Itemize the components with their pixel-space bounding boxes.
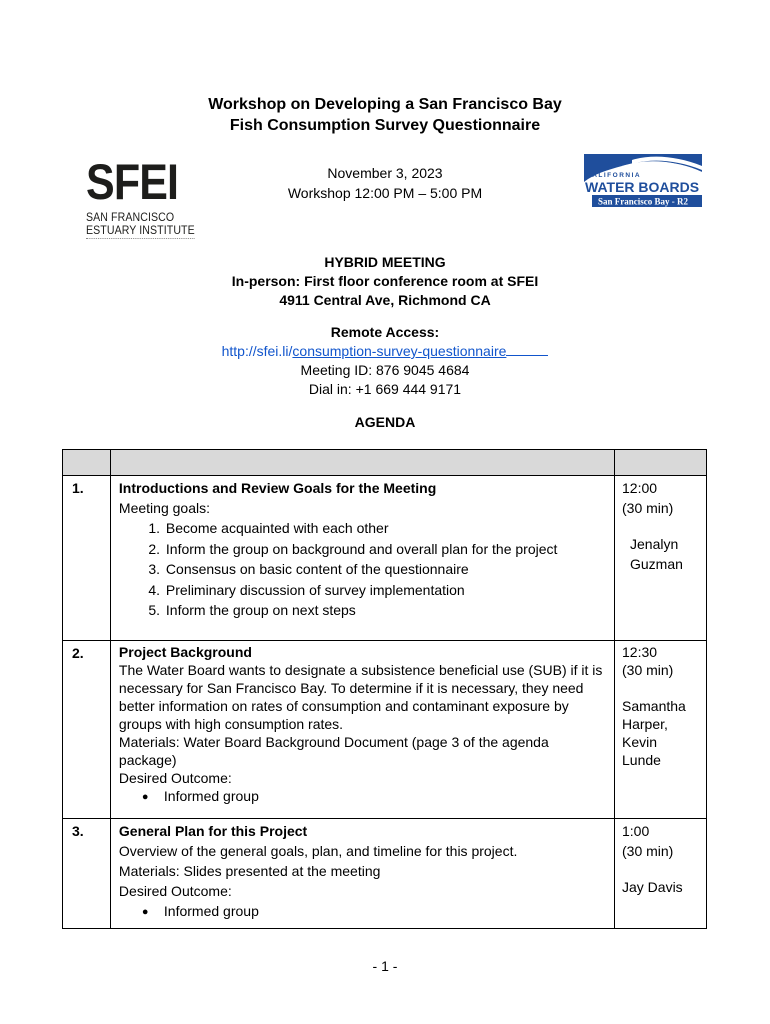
goal-item: 1. Become acquainted with each other	[164, 518, 608, 539]
agenda-item-time: 12:30	[622, 644, 658, 660]
remote-link-path[interactable]: consumption-survey-questionnaire	[292, 343, 507, 359]
remote-access-info	[0, 323, 770, 399]
goal-item: 4. Preliminary discussion of survey implementation	[164, 580, 608, 601]
agenda-item-duration: (30 min)	[622, 500, 674, 516]
agenda-item-content	[110, 819, 614, 929]
goal-item: 2. Inform the group on background and overall plan for the project	[164, 539, 608, 560]
agenda-item-body: The Water Board wants to designate a subsistence beneficial use (SUB) if it is necessary for San Francisco Bay. To determine if it is necessary, they need better information on rates of consumption and contaminant exposure by groups with high consumption rates.	[118, 662, 603, 732]
agenda-item-materials: Materials: Slides presented at the meeting	[118, 863, 381, 879]
agenda-item-body: Overview of the general goals, plan, and timeline for this project.	[118, 843, 518, 859]
outcome-item: ● Informed group	[142, 901, 608, 922]
agenda-item-title: Project Background	[118, 644, 252, 660]
agenda-item-title: Introductions and Review Goals for the Meeting	[118, 480, 437, 496]
agenda-header-cell	[63, 450, 111, 476]
hybrid-location: In-person: First floor conference room at SFEI	[231, 273, 539, 289]
agenda-table	[62, 449, 707, 929]
hybrid-meeting-info	[0, 253, 770, 310]
sfei-logo-mark: SFEI	[86, 154, 179, 210]
wb-logo-region-text: San Francisco Bay - R2	[598, 196, 688, 207]
agenda-heading: AGENDA	[354, 414, 416, 430]
meeting-date: November 3, 2023	[327, 165, 443, 181]
agenda-item-presenter: Jay Davis	[622, 879, 683, 895]
wb-logo-top-text: CALIFORNIA	[586, 172, 642, 179]
meeting-id: Meeting ID: 876 9045 4684	[300, 362, 470, 378]
document-title	[0, 94, 770, 136]
agenda-row	[63, 819, 707, 929]
title-line-1: Workshop on Developing a San Francisco Bay	[208, 96, 562, 113]
meeting-time: Workshop 12:00 PM – 5:00 PM	[287, 185, 483, 201]
goal-item: 3. Consensus on basic content of the questionnaire	[164, 559, 608, 580]
outcome-list	[142, 901, 608, 922]
agenda-header-cell	[615, 450, 707, 476]
remote-link-prefix[interactable]: http://sfei.li/	[221, 343, 293, 359]
agenda-item-duration: (30 min)	[622, 843, 674, 859]
goal-item: 5. Inform the group on next steps	[164, 600, 608, 621]
agenda-item-presenter: Guzman	[630, 556, 683, 572]
agenda-item-number: 3.	[63, 819, 111, 929]
agenda-item-presenter: Jenalyn	[630, 536, 679, 552]
sfei-logo-sub-line-2: ESTUARY INSTITUTE	[86, 225, 195, 237]
remote-link-underline	[506, 342, 548, 356]
dial-in: Dial in: +1 669 444 9171	[308, 381, 462, 397]
agenda-item-time: 12:00	[622, 480, 658, 496]
title-line-2: Fish Consumption Survey Questionnaire	[229, 117, 541, 134]
meeting-datetime	[0, 163, 770, 203]
sfei-logo-sub-line-1: SAN FRANCISCO	[86, 212, 175, 224]
agenda-row	[63, 476, 707, 641]
meeting-goals-list	[137, 518, 608, 621]
remote-link[interactable]	[0, 342, 770, 361]
sfei-logo-subtitle	[86, 212, 195, 239]
outcome-item: ● Informed group	[142, 787, 608, 806]
remote-heading: Remote Access:	[330, 324, 440, 340]
agenda-header-row	[63, 450, 707, 476]
agenda-row	[63, 641, 707, 819]
wb-logo-main-text: WATER BOARDS	[585, 179, 700, 195]
agenda-item-title: General Plan for this Project	[118, 823, 308, 839]
agenda-item-schedule	[615, 819, 707, 929]
agenda-item-number: 1.	[63, 476, 111, 641]
agenda-header-cell	[110, 450, 614, 476]
agenda-item-outcome-label: Desired Outcome:	[118, 883, 232, 899]
agenda-item-presenter: Samantha Harper, Kevin Lunde	[622, 698, 686, 768]
agenda-item-content	[110, 641, 614, 819]
outcome-list	[142, 787, 608, 806]
agenda-item-number: 2.	[63, 641, 111, 819]
agenda-item-time: 1:00	[622, 823, 650, 839]
agenda-item-schedule	[615, 476, 707, 641]
agenda-item-schedule	[615, 641, 707, 819]
hybrid-heading: HYBRID MEETING	[324, 254, 446, 270]
agenda-item-intro: Meeting goals:	[118, 500, 210, 516]
agenda-item-materials: Materials: Water Board Background Document (page 3 of the agenda package)	[118, 734, 549, 768]
agenda-item-outcome-label: Desired Outcome:	[118, 770, 232, 786]
agenda-item-content	[110, 476, 614, 641]
hybrid-address: 4911 Central Ave, Richmond CA	[279, 292, 491, 308]
agenda-item-duration: (30 min)	[622, 662, 674, 678]
page-number: - 1 -	[372, 958, 398, 974]
